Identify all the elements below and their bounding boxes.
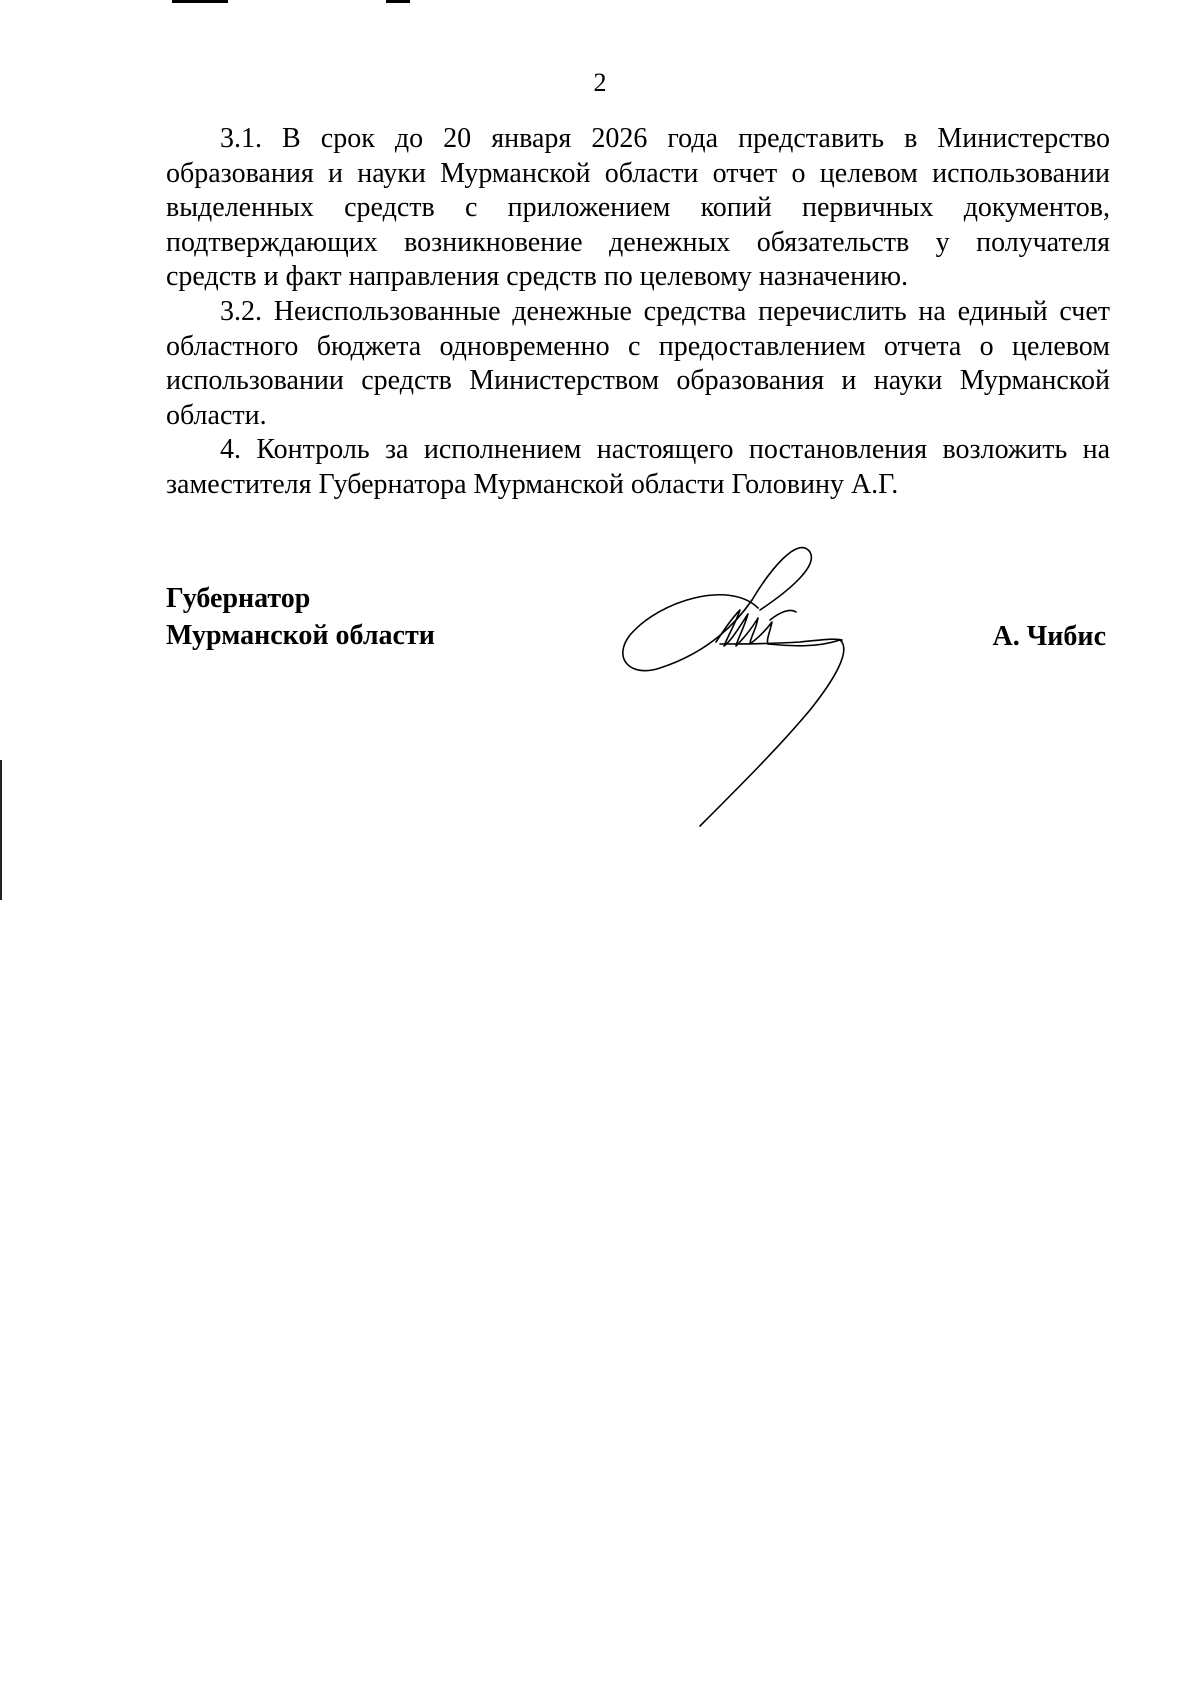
scan-edge-mark	[0, 760, 2, 900]
scan-artifact-top	[172, 0, 228, 3]
document-body	[166, 122, 1110, 503]
page-number: 2	[593, 68, 607, 97]
signer-name: А. Чибис	[992, 621, 1106, 652]
signer-position-line-2: Мурманской области	[166, 620, 435, 651]
paragraph-4: 4. Контроль за исполнением настоящего постановления возложить на заместителя Губернатора Мурманской области Головину А.Г.	[166, 434, 1110, 500]
handwritten-signature	[620, 540, 870, 830]
paragraph-3-2: 3.2. Неиспользованные денежные средства перечислить на единый счет областного бюджета одновременно с предоставлением отчета о целевом использовании средств Министерством образования и науки Мурманской области.	[166, 295, 1110, 431]
scan-artifact-top	[386, 0, 410, 3]
signer-position-line-1: Губернатор	[166, 583, 311, 614]
signer-position	[166, 580, 435, 654]
paragraph-3-1: 3.1. В срок до 20 января 2026 года представить в Министерство образования и науки Мурманской области отчет о целевом использовании выделенных средств с приложением копий первичных документов, подтверждающих возникновение денежных обязательств у получателя средств и факт направления средств по целевому назначению.	[166, 123, 1110, 293]
